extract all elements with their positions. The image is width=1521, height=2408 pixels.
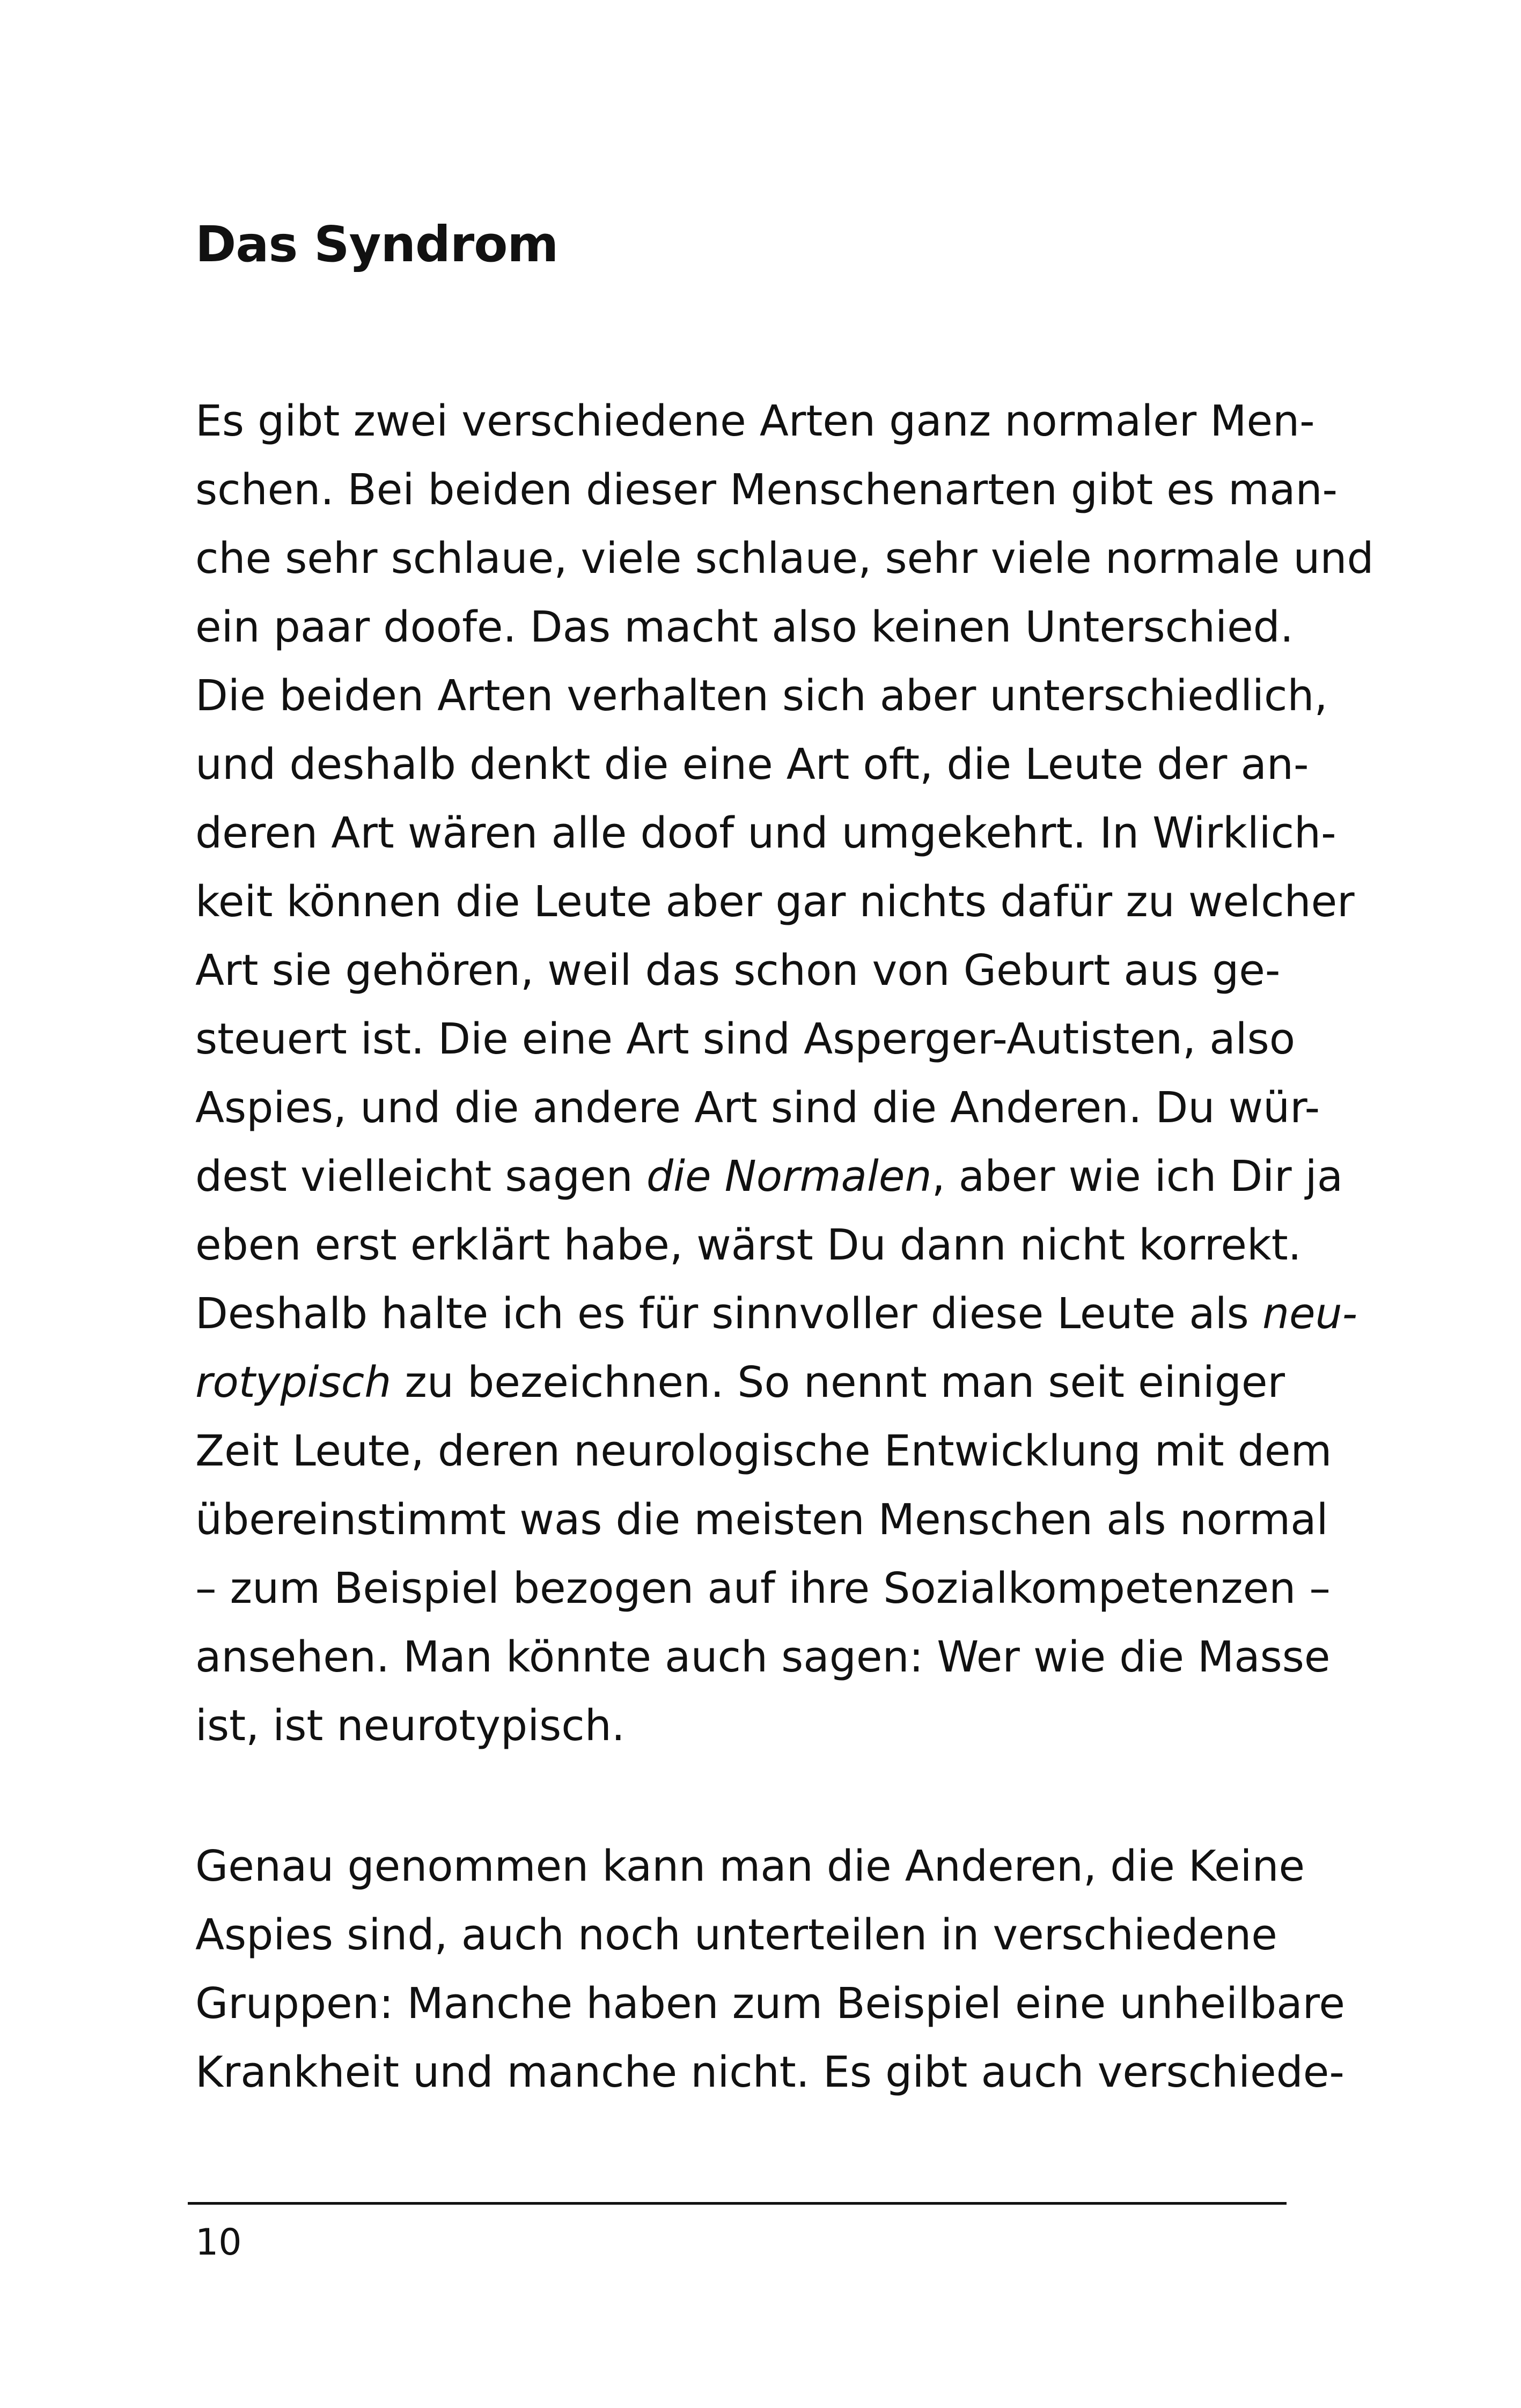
text-line: keit können die Leute aber gar nichts dafür zu welcher (195, 877, 1355, 926)
text-segment: , aber wie ich Dir ja (931, 1152, 1343, 1201)
text-line: eben erst erklärt habe, wärst Du dann nicht korrekt. (195, 1220, 1302, 1270)
text-line: deren Art wären alle doof und umgekehrt. In Wirklich- (195, 808, 1336, 858)
text-line: Krankheit und manche nicht. Es gibt auch verschiede- (195, 2048, 1344, 2097)
text-line: – zum Beispiel bezogen auf ihre Sozialkompetenzen – (195, 1564, 1331, 1613)
text-line (195, 1348, 1285, 1417)
text-line: und deshalb denkt die eine Art oft, die Leute der an- (195, 740, 1309, 789)
text-line (195, 1279, 1358, 1348)
text-line: schen. Bei beiden dieser Menschenarten gibt es man- (195, 465, 1338, 514)
text-line: steuert ist. Die eine Art sind Asperger-Autisten, also (195, 1014, 1296, 1064)
italic-term: rotypisch (195, 1358, 392, 1407)
text-line: Art sie gehören, weil das schon von Geburt aus ge- (195, 946, 1281, 995)
italic-term: die Normalen (646, 1152, 932, 1201)
text-line: Genau genommen kann man die Anderen, die Keine (195, 1842, 1305, 1891)
text-line: ansehen. Man könnte auch sagen: Wer wie die Masse (195, 1632, 1331, 1682)
text-line: ein paar doofe. Das macht also keinen Unterschied. (195, 602, 1294, 652)
footer-rule (188, 2202, 1287, 2205)
page-number: 10 (195, 2221, 242, 2264)
text-line: übereinstimmt was die meisten Menschen als normal (195, 1495, 1328, 1544)
page-title: Das Syndrom (195, 216, 559, 273)
text-line: Die beiden Arten verhalten sich aber unterschiedlich, (195, 671, 1328, 720)
text-line: Zeit Leute, deren neurologische Entwicklung mit dem (195, 1426, 1332, 1476)
text-line: Es gibt zwei verschiedene Arten ganz normaler Men- (195, 396, 1315, 446)
text-line: Aspies sind, auch noch unterteilen in verschiedene (195, 1910, 1277, 1960)
text-line (195, 1142, 1343, 1211)
text-line: Aspies, und die andere Art sind die Anderen. Du wür- (195, 1083, 1320, 1132)
text-line: che sehr schlaue, viele schlaue, sehr viele normale und (195, 534, 1374, 583)
text-segment: Deshalb halte ich es für sinnvoller diese Leute als (195, 1289, 1262, 1338)
italic-term: neu- (1262, 1289, 1358, 1338)
text-line: ist, ist neurotypisch. (195, 1701, 625, 1750)
text-segment: zu bezeichnen. So nennt man seit einiger (391, 1358, 1285, 1407)
text-line: Gruppen: Manche haben zum Beispiel eine unheilbare (195, 1979, 1345, 2028)
text-segment: dest vielleicht sagen (195, 1152, 646, 1201)
